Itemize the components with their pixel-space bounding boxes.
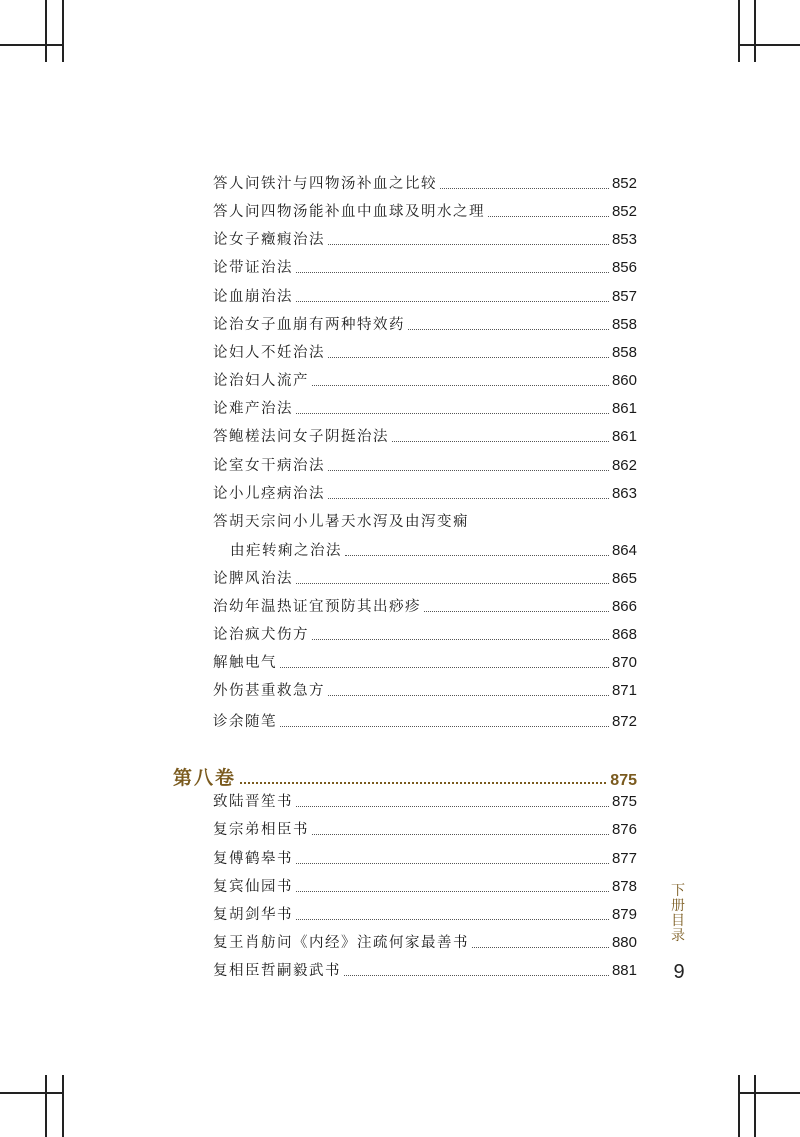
toc-entry-title: 复宾仙园书	[213, 879, 293, 895]
dot-leader	[296, 301, 609, 302]
toc-entry-title: 论脾风治法	[213, 571, 293, 587]
toc-entry[interactable]	[213, 252, 637, 278]
toc-entry[interactable]	[213, 365, 637, 391]
page-number: 9	[673, 961, 685, 983]
toc-entry-page: 853	[611, 231, 637, 248]
toc-entry-page: 876	[611, 821, 637, 838]
toc-entry[interactable]	[213, 619, 637, 645]
dot-leader	[296, 806, 609, 807]
toc-entry-page: 858	[611, 344, 637, 361]
toc-entry-page: 856	[611, 259, 637, 276]
dot-leader	[472, 947, 609, 948]
toc-entry[interactable]	[213, 281, 637, 307]
dot-leader	[296, 891, 609, 892]
toc-entry-page: 877	[611, 850, 637, 867]
toc-entry-page: 865	[611, 570, 637, 587]
toc-entry[interactable]	[213, 871, 637, 897]
dot-leader	[392, 441, 609, 442]
toc-entry[interactable]	[213, 647, 637, 673]
toc-entry-title: 复王肖舫问《内经》注疏何家最善书	[213, 935, 469, 951]
toc-entry-page: 872	[611, 713, 637, 730]
section-title: 第八卷	[173, 767, 237, 789]
toc-entry-title: 复宗弟相臣书	[213, 822, 309, 838]
toc-entry-title: 由疟转痢之治法	[230, 543, 342, 559]
toc-entry-title: 复傅鹤皋书	[213, 851, 293, 867]
toc-entry-title: 论妇人不妊治法	[213, 345, 325, 361]
dot-leader	[312, 834, 609, 835]
toc-entry-title: 答人问四物汤能补血中血球及明水之理	[213, 204, 485, 220]
toc-entry[interactable]	[230, 535, 637, 561]
toc-entry-page: 861	[611, 428, 637, 445]
toc-entry-title: 答胡天宗问小儿暑天水泻及由泻变痫	[213, 514, 469, 530]
toc-entry-page: 863	[611, 485, 637, 502]
toc-entry[interactable]	[213, 843, 637, 869]
dot-leader	[240, 782, 606, 784]
dot-leader	[408, 329, 609, 330]
dot-leader	[328, 357, 609, 358]
toc-entry[interactable]	[213, 450, 637, 476]
toc-entry[interactable]	[213, 927, 637, 953]
toc-entry-title: 解触电气	[213, 655, 277, 671]
toc-entry-title: 论带证治法	[213, 260, 293, 276]
toc-entry[interactable]	[213, 309, 637, 335]
toc-entry[interactable]	[213, 955, 637, 981]
toc-entry[interactable]	[213, 899, 637, 925]
toc-entry-title: 论小儿痉病治法	[213, 486, 325, 502]
toc-entry[interactable]	[213, 786, 637, 812]
toc-entry-page: 879	[611, 906, 637, 923]
toc-entry-page: 857	[611, 288, 637, 305]
dot-leader	[488, 216, 609, 217]
toc-entry-title: 论治妇人流产	[213, 373, 309, 389]
dot-leader	[296, 583, 609, 584]
dot-leader	[328, 244, 609, 245]
toc-entry-page: 871	[611, 682, 637, 699]
dot-leader	[280, 726, 609, 727]
dot-leader	[312, 385, 609, 386]
toc-entry-page: 868	[611, 626, 637, 643]
toc-entry-title: 论治疯犬伤方	[213, 627, 309, 643]
toc-entry-title: 复相臣哲嗣毅武书	[213, 963, 341, 979]
toc-entry-title: 答鲍槎法问女子阴挺治法	[213, 429, 389, 445]
toc-entry-page: 864	[611, 542, 637, 559]
toc-entry-page: 852	[611, 175, 637, 192]
toc-entry[interactable]	[213, 421, 637, 447]
running-header-vertical: 下册目录	[671, 883, 685, 944]
toc-entry-page: 880	[611, 934, 637, 951]
toc-entry-title: 论难产治法	[213, 401, 293, 417]
toc-entry-page: 866	[611, 598, 637, 615]
toc-entry[interactable]	[213, 478, 637, 504]
toc-entry-title: 论治女子血崩有两种特效药	[213, 317, 405, 333]
toc-entry-title: 致陆晋笙书	[213, 794, 293, 810]
toc-entry[interactable]	[213, 224, 637, 250]
toc-entry[interactable]	[213, 506, 637, 532]
toc-entry[interactable]	[213, 196, 637, 222]
dot-leader	[296, 863, 609, 864]
dot-leader	[440, 188, 609, 189]
toc-entry-page: 875	[611, 793, 637, 810]
toc-entry[interactable]	[213, 393, 637, 419]
dot-leader	[312, 639, 609, 640]
toc-entry-page: 861	[611, 400, 637, 417]
toc-entry-title: 外伤甚重救急方	[213, 683, 325, 699]
toc-entry[interactable]	[213, 814, 637, 840]
dot-leader	[344, 975, 609, 976]
toc-entry-title: 论室女干病治法	[213, 458, 325, 474]
toc-entry-title: 论血崩治法	[213, 289, 293, 305]
toc-entry-title: 论女子癥瘕治法	[213, 232, 325, 248]
dot-leader	[328, 498, 609, 499]
toc-entry-title: 治幼年温热证宜预防其出痧疹	[213, 599, 421, 615]
toc-entry-page: 860	[611, 372, 637, 389]
toc-entry-page: 878	[611, 878, 637, 895]
toc-entry-title: 答人问铁汁与四物汤补血之比较	[213, 176, 437, 192]
toc-entry-page: 881	[611, 962, 637, 979]
dot-leader	[424, 611, 609, 612]
section-page: 875	[610, 772, 637, 789]
dot-leader	[328, 470, 609, 471]
dot-leader	[296, 272, 609, 273]
toc-entry[interactable]	[213, 591, 637, 617]
toc-entry-title: 复胡剑华书	[213, 907, 293, 923]
toc-entry[interactable]	[213, 563, 637, 589]
toc-entry-page: 862	[611, 457, 637, 474]
toc-entry[interactable]	[213, 168, 637, 194]
toc-entry-page: 852	[611, 203, 637, 220]
toc-entry[interactable]	[213, 337, 637, 363]
toc-entry[interactable]	[213, 675, 637, 701]
toc-entry-title: 诊余随笔	[213, 714, 277, 730]
dot-leader	[328, 695, 609, 696]
dot-leader	[296, 919, 609, 920]
toc-entry-page: 870	[611, 654, 637, 671]
dot-leader	[345, 555, 609, 556]
dot-leader	[280, 667, 609, 668]
dot-leader	[296, 413, 609, 414]
toc-entry-page: 858	[611, 316, 637, 333]
toc-entry[interactable]	[213, 706, 637, 732]
